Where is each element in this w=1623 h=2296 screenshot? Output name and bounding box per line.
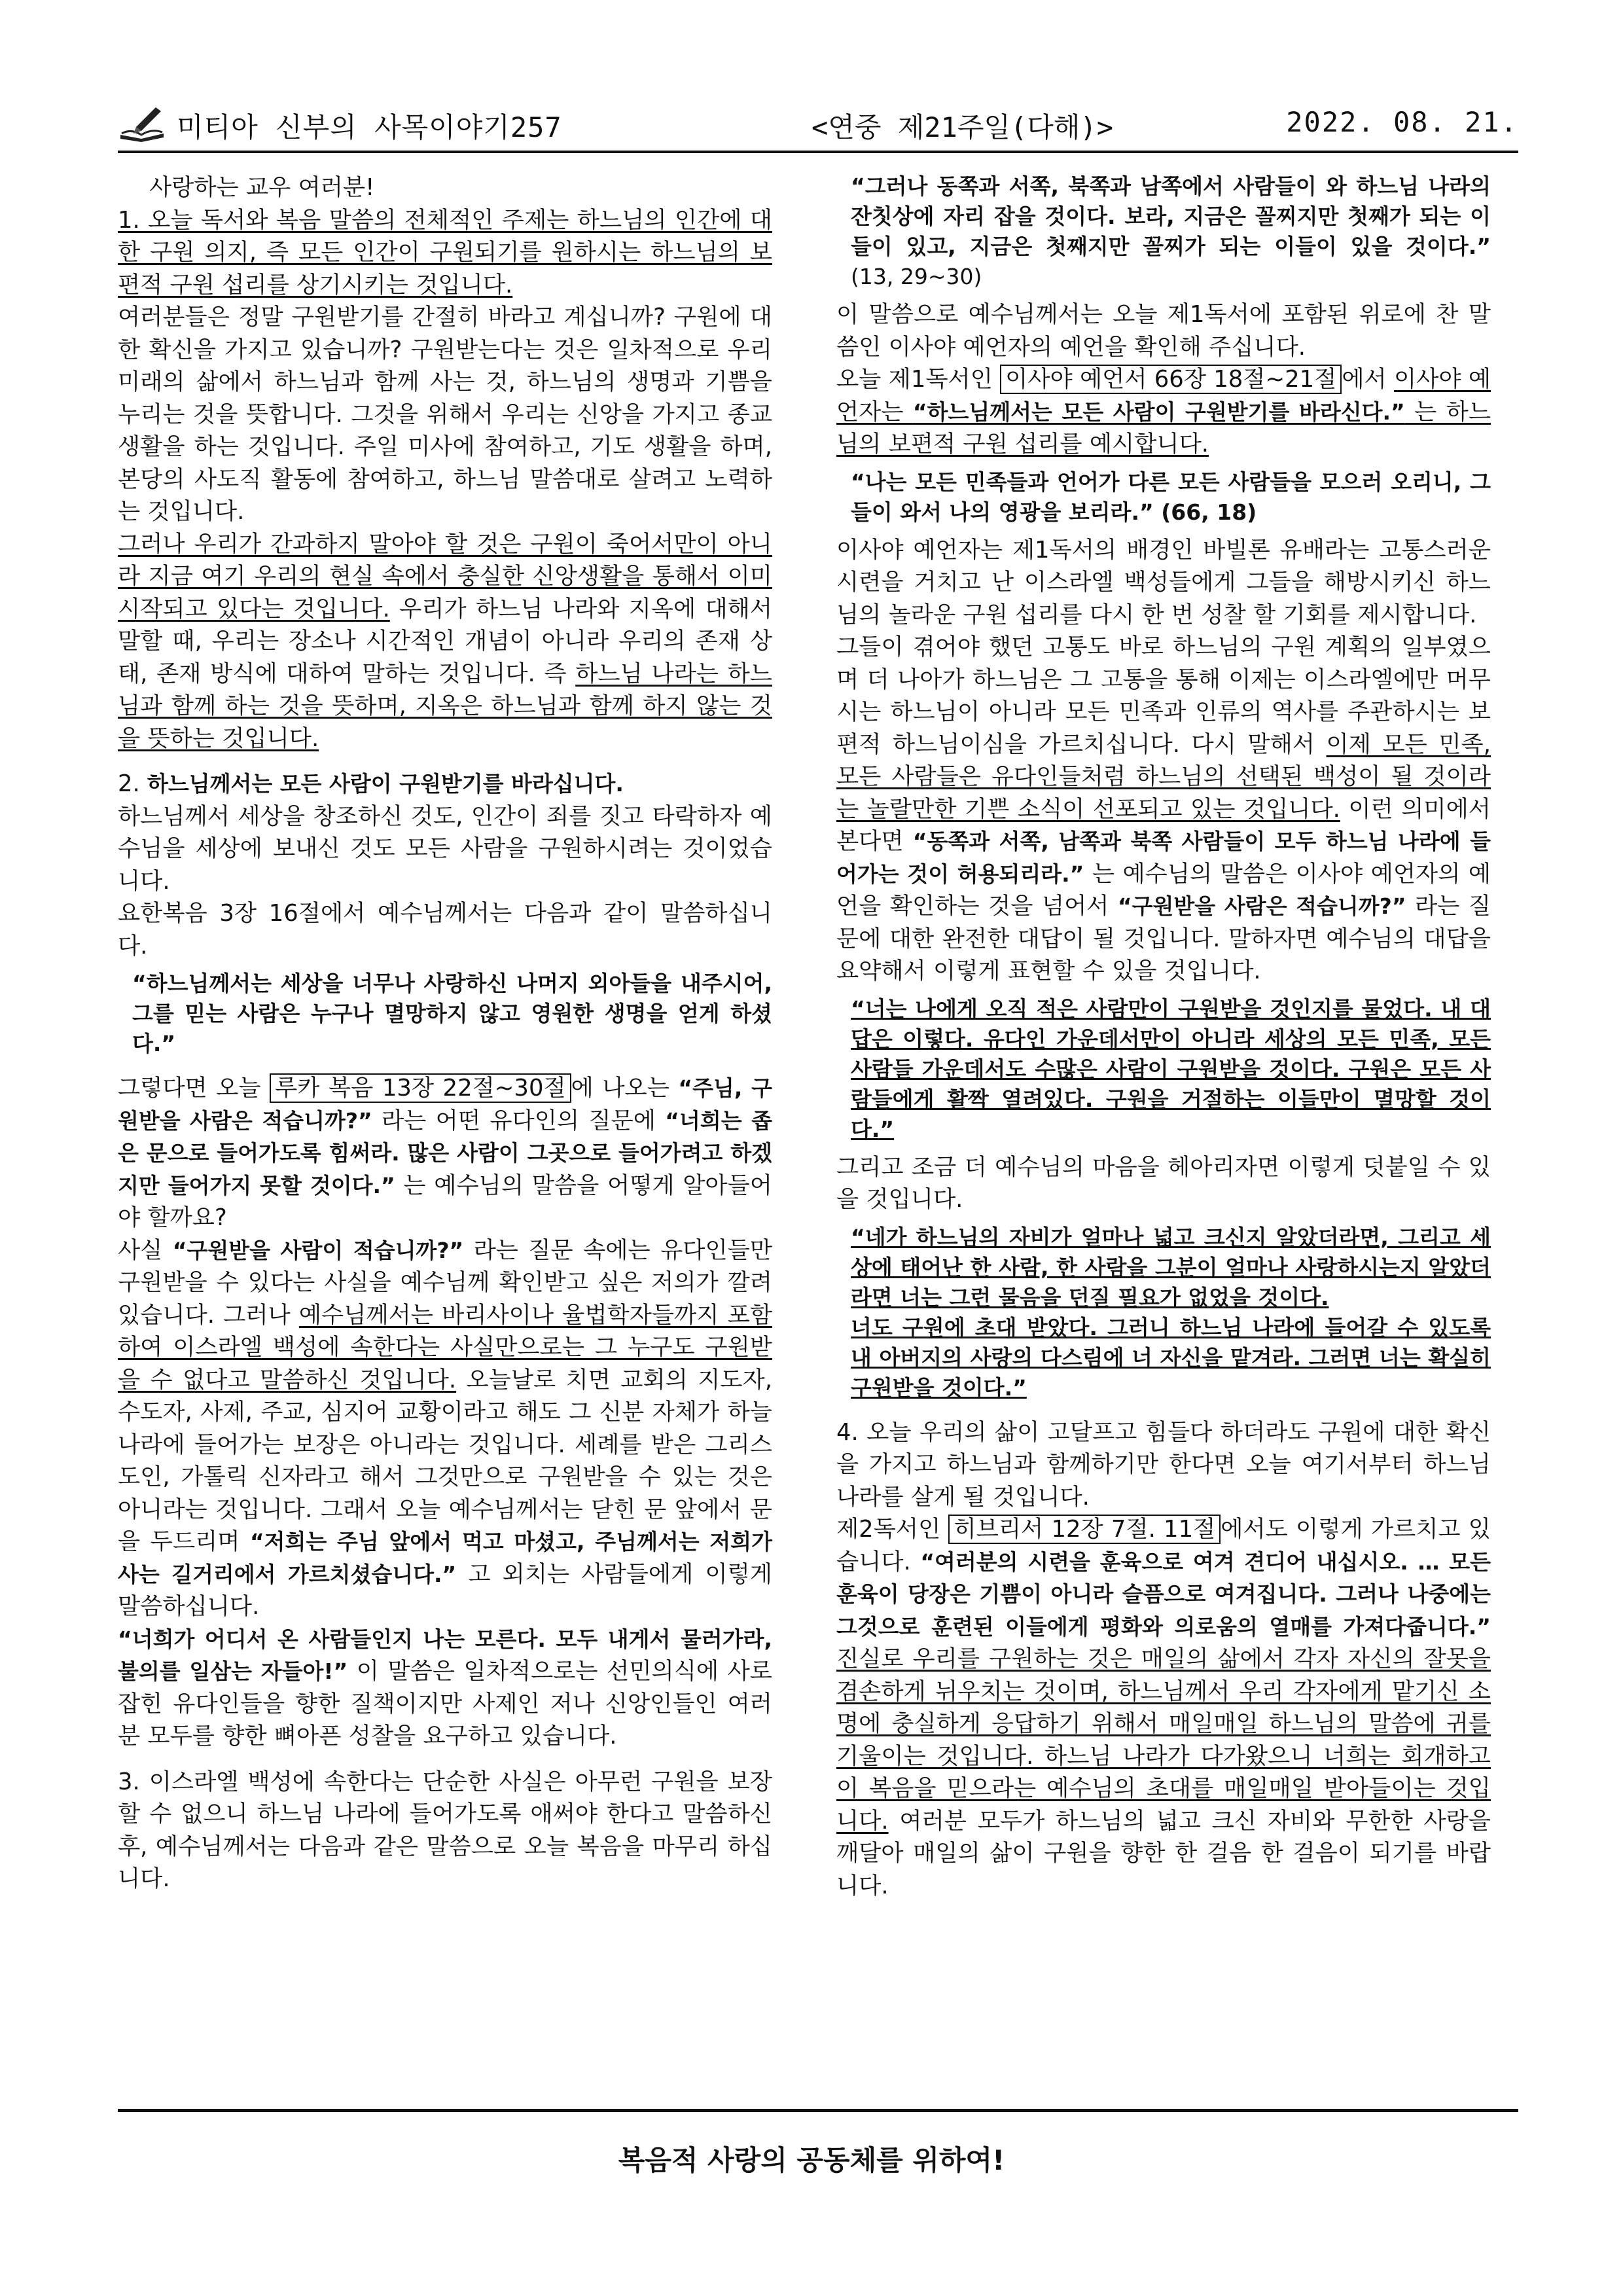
left-column bbox=[118, 171, 772, 1895]
gospel-reference-box: 루카 복음 13장 22절~30절 bbox=[270, 1073, 571, 1103]
first-reading-reference-box: 이사야 예언서 66장 18절~21절 bbox=[1000, 365, 1342, 394]
exile-paragraph: 이사야 예언자는 제1독서의 배경인 바빌론 유배라는 고통스러운 시련을 거치고 난 이스라엘 백성들에게 그들을 해방시키신 하느님의 놀라운 구원 섭리를 다시 한 번 성찰 할 기회를 제시합니다. bbox=[836, 536, 1491, 628]
universal-salvation-paragraph: 그들이 겪어야 했던 고통도 바로 하느님의 구원 계획의 일부였으며 더 나아가 하느님은 그 고통을 통해 이제는 이스라엘에만 머무시는 하느님이 아니라 모든 민족과 인류의 역사를 주관하시는 보편적 하느님이심을 가르치십니다. 다시 말해서 이제 모든 민족, 모든 사람들은 유다인들처럼 하느님의 선택된 백성이 될 것이라는 놀랄만한 기쁜 소식이 선포되고 있는 것입니다. 이런 의미에서 본다면 “동쪽과 서쪽, 남쪽과 북쪽 사람들이 모두 하느님 나라에 들어가는 것이 허용되리라.” 는 예수님의 말씀은 이사야 예언자의 예언을 확인하는 것을 넘어서 “구원받을 사람은 적습니까?” 라는 질문에 대한 완전한 대답이 될 것입니다. 말하자면 예수님의 대답을 요약해서 이렇게 표현할 수 있을 것입니다. bbox=[836, 634, 1491, 984]
section-2-body: 하느님께서 세상을 창조하신 것도, 인간이 죄를 짓고 타락하자 예수님을 세상에 보내신 것도 모든 사람을 구원하시려는 것이었습니다. bbox=[118, 802, 772, 895]
addition-paragraph: 그리고 조금 더 예수님의 마음을 헤아리자면 이렇게 덧붙일 수 있을 것입니다. bbox=[836, 1153, 1491, 1213]
rebuke-paragraph: “너희가 어디서 온 사람들인지 나는 모른다. 모두 내게서 물러가라, 불의를 일삼는 자들아!” 이 말씀은 일차적으로는 선민의식에 사로잡힌 유다인들을 향한 질책이지만 사제인 저나 신앙인들인 여러분 모두를 향한 뼈아픈 성찰을 요구하고 있습니다. bbox=[118, 1626, 772, 1749]
quote-jesus-answer: “너는 나에게 오직 적은 사람만이 구원받을 것인지를 물었다. 내 대답은 이렇다. 유다인 가운데서만이 아니라 세상의 모든 민족, 모든 사람들 가운데서도 수많은 사람이 구원받을 것이다. 구원은 모든 사람들에게 활짝 열려있다. 구원을 거절하는 이들만이 멸망할 것이다.” bbox=[851, 996, 1491, 1142]
section-1-body: 여러분들은 정말 구원받기를 간절히 바라고 계십니까? 구원에 대한 확신을 가지고 있습니까? 구원받는다는 것은 일차적으로 우리 미래의 삶에서 하느님과 함께 사는 것, 하느님의 생명과 기쁨을 누리는 것을 뜻합니다. 그것을 위해서 우리는 신앙을 가지고 종교 생활을 하는 것입니다. 주일 미사에 참여하고, 기도 생활을 하며, 본당의 사도직 활동에 참여하고, 하느님 말씀대로 살려고 노력하는 것입니다. bbox=[118, 304, 772, 525]
footer-divider bbox=[118, 2109, 1518, 2112]
question-analysis: 사실 “구원받을 사람이 적습니까?” 라는 질문 속에는 유다인들만 구원받을 수 있다는 사실을 예수님께 확인받고 싶은 저의가 깔려 있습니다. 그러나 예수님께서는 바리사이나 율법학자들까지 포함하여 이스라엘 백성에 속한다는 사실만으로는 그 누구도 구원받을 수 없다고 말씀하신 것입니다. 오늘날로 치면 교회의 지도자, 수도자, 사제, 주교, 심지어 교황이라고 해도 그 신분 자체가 하늘나라에 들어가는 보장은 아니라는 것입니다. 세례를 받은 그리스도인, 가톨릭 신자라고 해서 그것만으로 구원받을 수 있는 것은 아니라는 것입니다. 그래서 오늘 예수님께서는 닫힌 문 앞에서 문을 두드리며 “저희는 주님 앞에서 먹고 마셨고, 주님께서는 저희가 사는 길거리에서 가르치셨습니다.” 고 외치는 사람들에게 이렇게 말씀하십니다. bbox=[118, 1236, 773, 1620]
quote-john-3-16: “하느님께서는 세상을 너무나 사랑하신 나머지 외아들을 내주시어, 그를 믿는 사람은 누구나 멸망하지 않고 영원한 생명을 얻게 하셨다.” bbox=[132, 971, 772, 1056]
quote-invitation: 너도 구원에 초대 받았다. 그러니 하느님 나라에 들어갈 수 있도록 내 아버지의 사랑의 다스림에 너 자신을 맡겨라. 그러면 너는 확실히 구원받을 것이다.” bbox=[851, 1314, 1491, 1401]
quote-isaiah-66-18: “나는 모든 민족들과 언어가 다른 모든 사람들을 모으러 오리니, 그들이 와서 나의 영광을 보리라.” (66, 18) bbox=[851, 469, 1491, 525]
issue-date: 2022. 08. 21. bbox=[1286, 106, 1518, 138]
gospel-reference-paragraph: 그렇다면 오늘 루카 복음 13장 22절~30절 에 나오는 “주님, 구원받을 사람은 적습니까?” 라는 어떤 유다인의 질문에 “너희는 좁은 문으로 들어가도록 힘써라. 많은 사람이 그곳으로 들어가려고 하겠지만 들어가지 못할 것이다.” 는 예수님의 말씀을 어떻게 알아들어야 할까요? bbox=[118, 1075, 772, 1231]
liturgical-occasion: <연중 제21주일(다해)> bbox=[812, 111, 1114, 143]
series-title: 미티아 신부의 사목이야기257 bbox=[177, 111, 562, 143]
page-header bbox=[118, 102, 1518, 148]
second-reading-reference-box: 히브리서 12장 7절. 11절 bbox=[948, 1515, 1221, 1544]
right-column bbox=[836, 171, 1491, 1902]
footer-motto: 복음적 사랑의 공동체를 위하여! bbox=[618, 2144, 1005, 2176]
header-divider bbox=[118, 151, 1518, 153]
section-2-heading: 2. 하느님께서는 모든 사람이 구원받기를 바라십니다. bbox=[118, 770, 624, 797]
section-3: 3. 이스라엘 백성에 속한다는 단순한 사실은 아무런 구원을 보장할 수 없으니 하느님 나라에 들어가도록 애써야 한다고 말씀하신 후, 예수님께서는 다음과 같은 말씀으로 오늘 복음을 마무리 하십니다. bbox=[118, 1768, 772, 1892]
section-2-john: 요한복음 3장 16절에서 예수님께서는 다음과 같이 말씀하십니다. bbox=[118, 900, 772, 960]
section-4: 4. 오늘 우리의 삶이 고달프고 힘들다 하더라도 구원에 대한 확신을 가지고 하느님과 함께하기만 한다면 오늘 여기서부터 하느님 나라를 살게 될 것입니다. bbox=[836, 1418, 1491, 1511]
second-reading-paragraph: 제2독서인 히브리서 12장 7절. 11절 에서도 이렇게 가르치고 있습니다. “여러분의 시련을 훈육으로 여겨 견디어 내십시오. … 모든 훈육이 당장은 기쁨이 아니라 슬픔으로 여겨집니다. 그러나 나중에는 그것으로 훈련된 이들에게 평화와 의로움의 열매를 가져다줍니다.” 진실로 우리를 구원하는 것은 매일의 삶에서 각자 자신의 잘못을 겸손하게 뉘우치는 것이며, 하느님께서 우리 각자에게 맡기신 소명에 충실하게 응답하기 위해서 매일매일 하느님의 말씀에 귀를 기울이는 것입니다. 하느님 나라가 다가왔으니 너희는 회개하고 이 복음을 믿으라는 예수님의 초대를 매일매일 받아들이는 것입니다. 여러분 모두가 하느님의 넓고 크신 자비와 무한한 사랑을 깨달아 매일의 삶이 구원을 향한 한 걸음 한 걸음이 되기를 바랍니다. bbox=[836, 1516, 1491, 1899]
greeting: 사랑하는 교우 여러분! bbox=[149, 174, 375, 201]
pen-and-book-icon bbox=[118, 105, 166, 143]
section-1-intro: 1. 오늘 독서와 복음 말씀의 전체적인 주제는 하느님의 인간에 대한 구원 의지, 즉 모든 인간이 구원되기를 원하시는 하느님의 보편적 구원 섭리를 상기시키는 것입니다. bbox=[118, 206, 772, 298]
isaiah-intro: 이 말씀으로 예수님께서는 오늘 제1독서에 포함된 위로에 찬 말씀인 이사야 예언자의 예언을 확인해 주십니다. bbox=[836, 301, 1491, 361]
first-reading-paragraph: 오늘 제1독서인 이사야 예언서 66장 18절~21절 에서 이사야 예언자는 “하느님께서는 모든 사람이 구원받기를 바라신다.” 는 하느님의 보편적 구원 섭리를 예시합니다. bbox=[836, 366, 1491, 457]
quote-luke-13-29: “그러나 동쪽과 서쪽, 북쪽과 남쪽에서 사람들이 와 하느님 나라의 잔칫상에 자리 잡을 것이다. 보라, 지금은 꼴찌지만 첫째가 되는 이들이 있고, 지금은 첫째지만 꼴찌가 되는 이들이 있을 것이다.” (13, 29~30) bbox=[851, 173, 1491, 289]
quote-mercy: “네가 하느님의 자비가 얼마나 넓고 크신지 알았더라면, 그리고 세상에 태어난 한 사람, 한 사람을 그분이 얼마나 사랑하시는지 알았더라면 너는 그런 물음을 던질 필요가 없었을 것이다. bbox=[851, 1224, 1491, 1310]
section-1-now: 그러나 우리가 간과하지 말아야 할 것은 구원이 죽어서만이 아니라 지금 여기 우리의 현실 속에서 충실한 신앙생활을 통해서 이미 시작되고 있다는 것입니다. 우리가 하느님 나라와 지옥에 대해서 말할 때, 우리는 장소나 시간적인 개념이 아니라 우리의 존재 상태, 존재 방식에 대하여 말하는 것입니다. 즉 하느님 나라는 하느님과 함께 하는 것을 뜻하며, 지옥은 하느님과 함께 하지 않는 것을 뜻하는 것입니다. bbox=[118, 530, 773, 752]
